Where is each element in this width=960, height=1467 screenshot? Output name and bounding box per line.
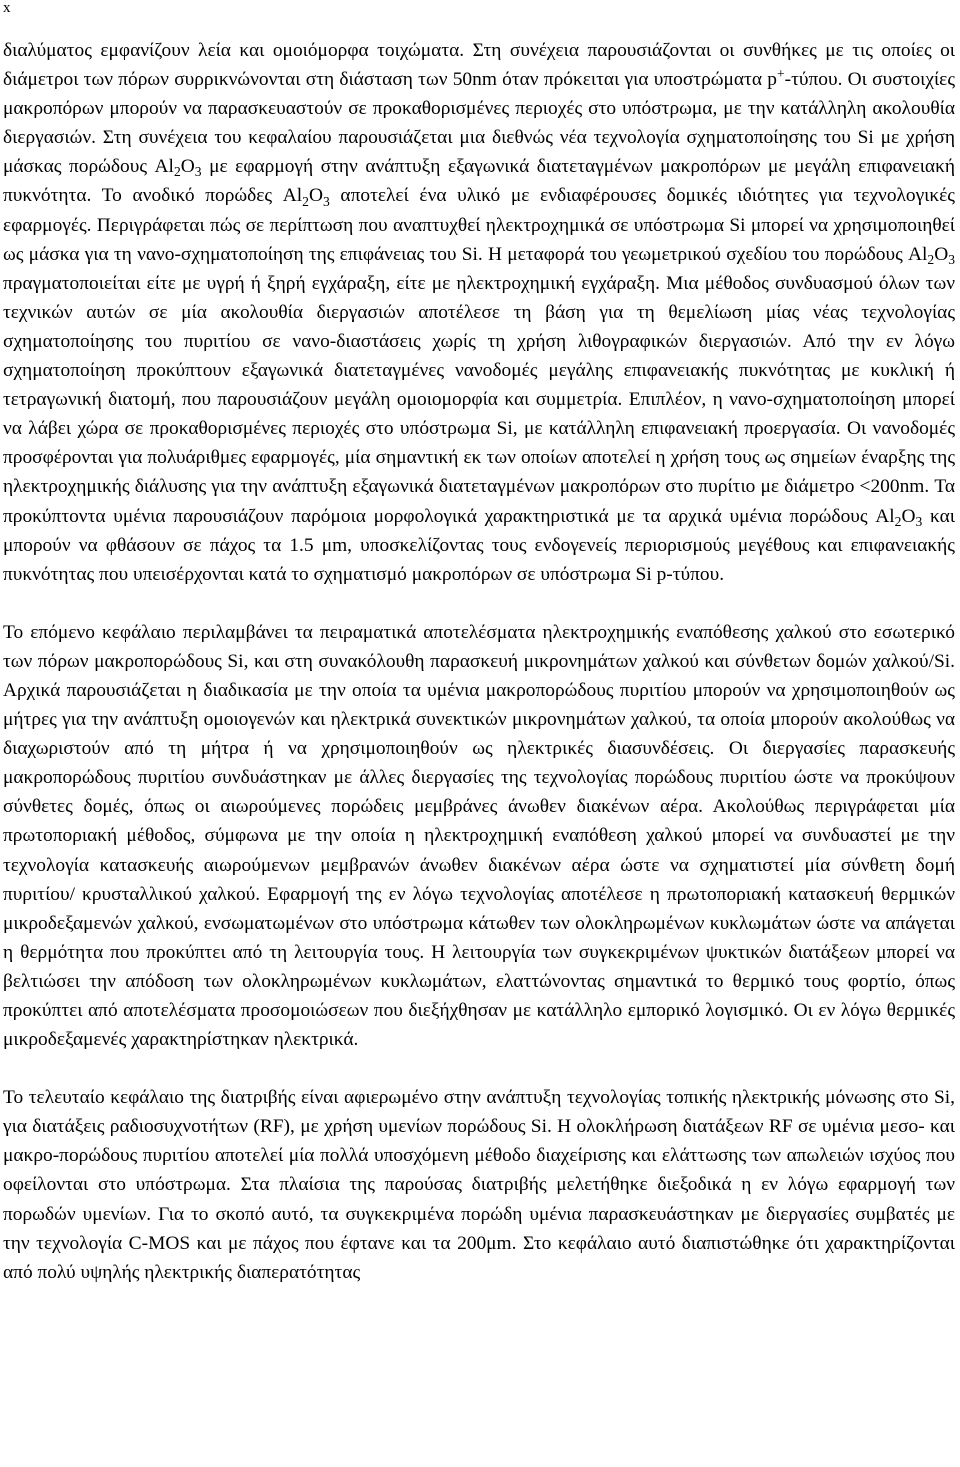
subscript: 2 xyxy=(894,513,902,529)
text-run: -τύπου. Οι συστοιχίες μακροπόρων μπορούν να παρασκευαστούν σε προκαθορισμένες περιοχές στο υπόστρωμα, με την κατάλληλη ακολουθία διεργασιών. Στη συνέχεια του κεφαλαίου παρουσιάζεται μια διεθνώς νέα τεχνολογία σχηματοποίησης του Si με χρήση μάσκας πορώδους Al xyxy=(3,69,956,178)
text-run: αποτελεί ένα υλικό με ενδιαφέρουσες δομικές ιδιότητες για τεχνολογικές εφαρμογές. Περιγράφεται πώς σε περίπτωση που αναπτυχθεί ηλεκτροχημικά σε υπόστρωμα Si μπορεί να χρησιμοποιηθεί ως μάσκα για τη νανο-σχηματοποίηση της επιφάνειας του Si. Η μεταφορά του γεωμετρικού σχεδίου του πορώδους Al xyxy=(3,185,955,265)
page-marker: x xyxy=(3,0,11,16)
text-run: O xyxy=(901,505,916,527)
text-run: O xyxy=(934,243,949,265)
subscript: 3 xyxy=(194,164,202,180)
text-run: και μπορούν να φθάσουν σε πάχος τα 1.5 μm, υποσκελίζοντας τους ενδογενείς περιορισμούς μεγέθους και επιφανειακής πυκνότητας που υπεισέρχονται κατά το σχηματισμό μακροπόρων σε υπόστρωμα Si p-τύπου. xyxy=(3,505,955,585)
text-run: O xyxy=(180,156,195,178)
paragraph xyxy=(3,618,955,1054)
subscript: 2 xyxy=(302,193,309,209)
subscript: 3 xyxy=(915,513,923,529)
text-run: Το επόμενο κεφάλαιο περιλαμβάνει τα πειραματικά αποτελέσματα ηλεκτροχημικής εναπόθεσης χαλκού στο εσωτερικό των πόρων μακροπορώδους Si, και στη συνακόλουθη παρασκευή μικρονημάτων χαλκού και σύνθετων δομών χαλκού/Si. Αρχικά παρουσιάζεται η διαδικασία με την οποία τα υμένια μακροπορώδους πυριτίου μπορούν να χρησιμοποιηθούν ως μήτρες για την ανάπτυξη ομοιογενών και ηλεκτρικά συνεκτικών μικρονημάτων χαλκού, τα οποία μπορούν ακολούθως να διαχωριστούν από τη μήτρα ή να χρησιμοποιηθούν ως ηλεκτρικές διασυνδέσεις. Οι διεργασίες παρασκευής μακροπορώδους πυριτίου συνδυάστηκαν με άλλες διεργασίες της τεχνολογίας πορώδους πυριτίου ώστε να προκύψουν σύνθετες δομές, όπως οι αιωρούμενες πορώδεις μεμβράνες άνωθεν διακένων αέρα. Ακολούθως περιγράφεται μία πρωτοποριακή μέθοδος, σύμφωνα με την οποία η ηλεκτροχημική εναπόθεση χαλκού μπορεί να συνδυαστεί με την τεχνολογία κατασκευής αιωρούμενων μεμβρανών άνωθεν διακένων αέρα ώστε να σχηματιστεί μία σύνθετη δομή πυριτίου/ κρυσταλλικού χαλκού. Εφαρμογή της εν λόγω τεχνολογίας αποτέλεσε η πρωτοποριακή κατασκευή θερμικών μικροδεξαμενών χαλκού, ενσωματωμένων στο υπόστρωμα κάτωθεν των ολοκληρωμένων κυκλωμάτων ώστε να απάγεται η θερμότητα που προκύπτει από τη λειτουργία τους. Η λειτουργία των συγκεκριμένων ψυκτικών διατάξεων μπορεί να βελτιώσει την απόδοση των ολοκληρωμένων κυκλωμάτων, ελαττώνοντας σημαντικά το θερμικό τους φορτίο, όπως προκύπτει από αποτελέσματα προσομοιώσεων που διεξήχθησαν με κατάλληλο εμπορικό λογισμικό. Οι εν λόγω θερμικές μικροδεξαμενές χαρακτηρίστηκαν ηλεκτρικά. xyxy=(3,621,955,1051)
text-run: διαλύματος εμφανίζουν λεία και ομοιόμορφα τοιχώματα. Στη συνέχεια παρουσιάζονται οι συνθήκες με τις οποίες οι διάμετροι των πόρων συρρικνώνονται στη διάσταση των 50nm όταν πρόκειται για υποστρώματα p xyxy=(3,40,955,91)
text-run: O xyxy=(308,185,323,207)
paragraph xyxy=(3,1083,955,1287)
text-run: Το τελευταίο κεφάλαιο της διατριβής είναι αφιερωμένο στην ανάπτυξη τεχνολογίας τοπικής ηλεκτρικής μόνωσης στο Si, για διατάξεις ραδιοσυχνοτήτων (RF), με χρήση υμενίων πορώδους Si. Η ολοκλήρωση διατάξεων RF σε υμένια μεσο- και μακρο-πορώδους πυριτίου αποτελεί μία πολλά υποσχόμενη μέθοδο διαχείρισης και ελάττωσης των απωλειών ισχύος που οφείλονται στο υπόστρωμα. Στα πλαίσια της παρούσας διατριβής μελετήθηκε διεξοδικά η εν λόγω εφαρμογή των πορωδών υμενίων. Για το σκοπό αυτό, τα συγκεκριμένα πορώδη υμένια παρασκευάστηκαν με διεργασίες συμβατές με την τεχνολογία C-MOS και με πάχος που έφτανε και τα 200μm. Στο κεφάλαιο αυτό διαπιστώθηκε ότι χαρακτηρίζονται από πολύ υψηλής ηλεκτρικής διαπερατότητας xyxy=(3,1087,955,1283)
document-body xyxy=(3,36,955,1287)
subscript: 2 xyxy=(173,164,181,180)
subscript: 3 xyxy=(322,193,330,209)
subscript: 2 xyxy=(927,251,935,267)
subscript: 3 xyxy=(948,251,955,267)
text-run: με εφαρμογή στην ανάπτυξη εξαγωνικά διατεταγμένων μακροπόρων με μεγάλη επιφανειακή πυκνότητα. Το ανοδικό πορώδες Al xyxy=(3,156,955,207)
text-run: πραγματοποιείται είτε με υγρή ή ξηρή εγχάραξη, είτε με ηλεκτροχημική εγχάραξη. Μια μέθοδος συνδυασμού όλων των τεχνικών αυτών σε μία ακολουθία διεργασιών αποτέλεσε τη βάση για τη θεμελίωση μίας νέας τεχνολογίας σχηματοποίησης του πυριτίου σε νανο-διαστάσεις χωρίς τη χρήση λιθογραφικών διεργασιών. Από την εν λόγω σχηματοποίηση προκύπτουν εξαγωνικά διατεταγμένες νανοδομές μεγάλης επιφανειακής πυκνότητας με κυκλική ή τετραγωνική διατομή, που παρουσιάζουν μεγάλη ομοιομορφία και συμμετρία. Επιπλέον, η νανο-σχηματοποίηση μπορεί να λάβει χώρα σε προκαθορισμένες περιοχές στο υπόστρωμα Si, με κατάλληλη επιφανειακή προεργασία. Οι νανοδομές προσφέρονται για πολυάριθμες εφαρμογές, μία σημαντική εκ των οποίων αποτελεί η χρήση τους ως σημείων έναρξης της ηλεκτροχημικής διάλυσης για την ανάπτυξη εξαγωνικά διατεταγμένων μακροπόρων στο πυρίτιο με διάμετρο <200nm. Τα προκύπτοντα υμένια παρουσιάζουν παρόμοια μορφολογικά χαρακτηριστικά με τα αρχικά υμένια πορώδους Al xyxy=(3,272,955,527)
paragraph xyxy=(3,36,955,589)
superscript: + xyxy=(776,65,785,81)
